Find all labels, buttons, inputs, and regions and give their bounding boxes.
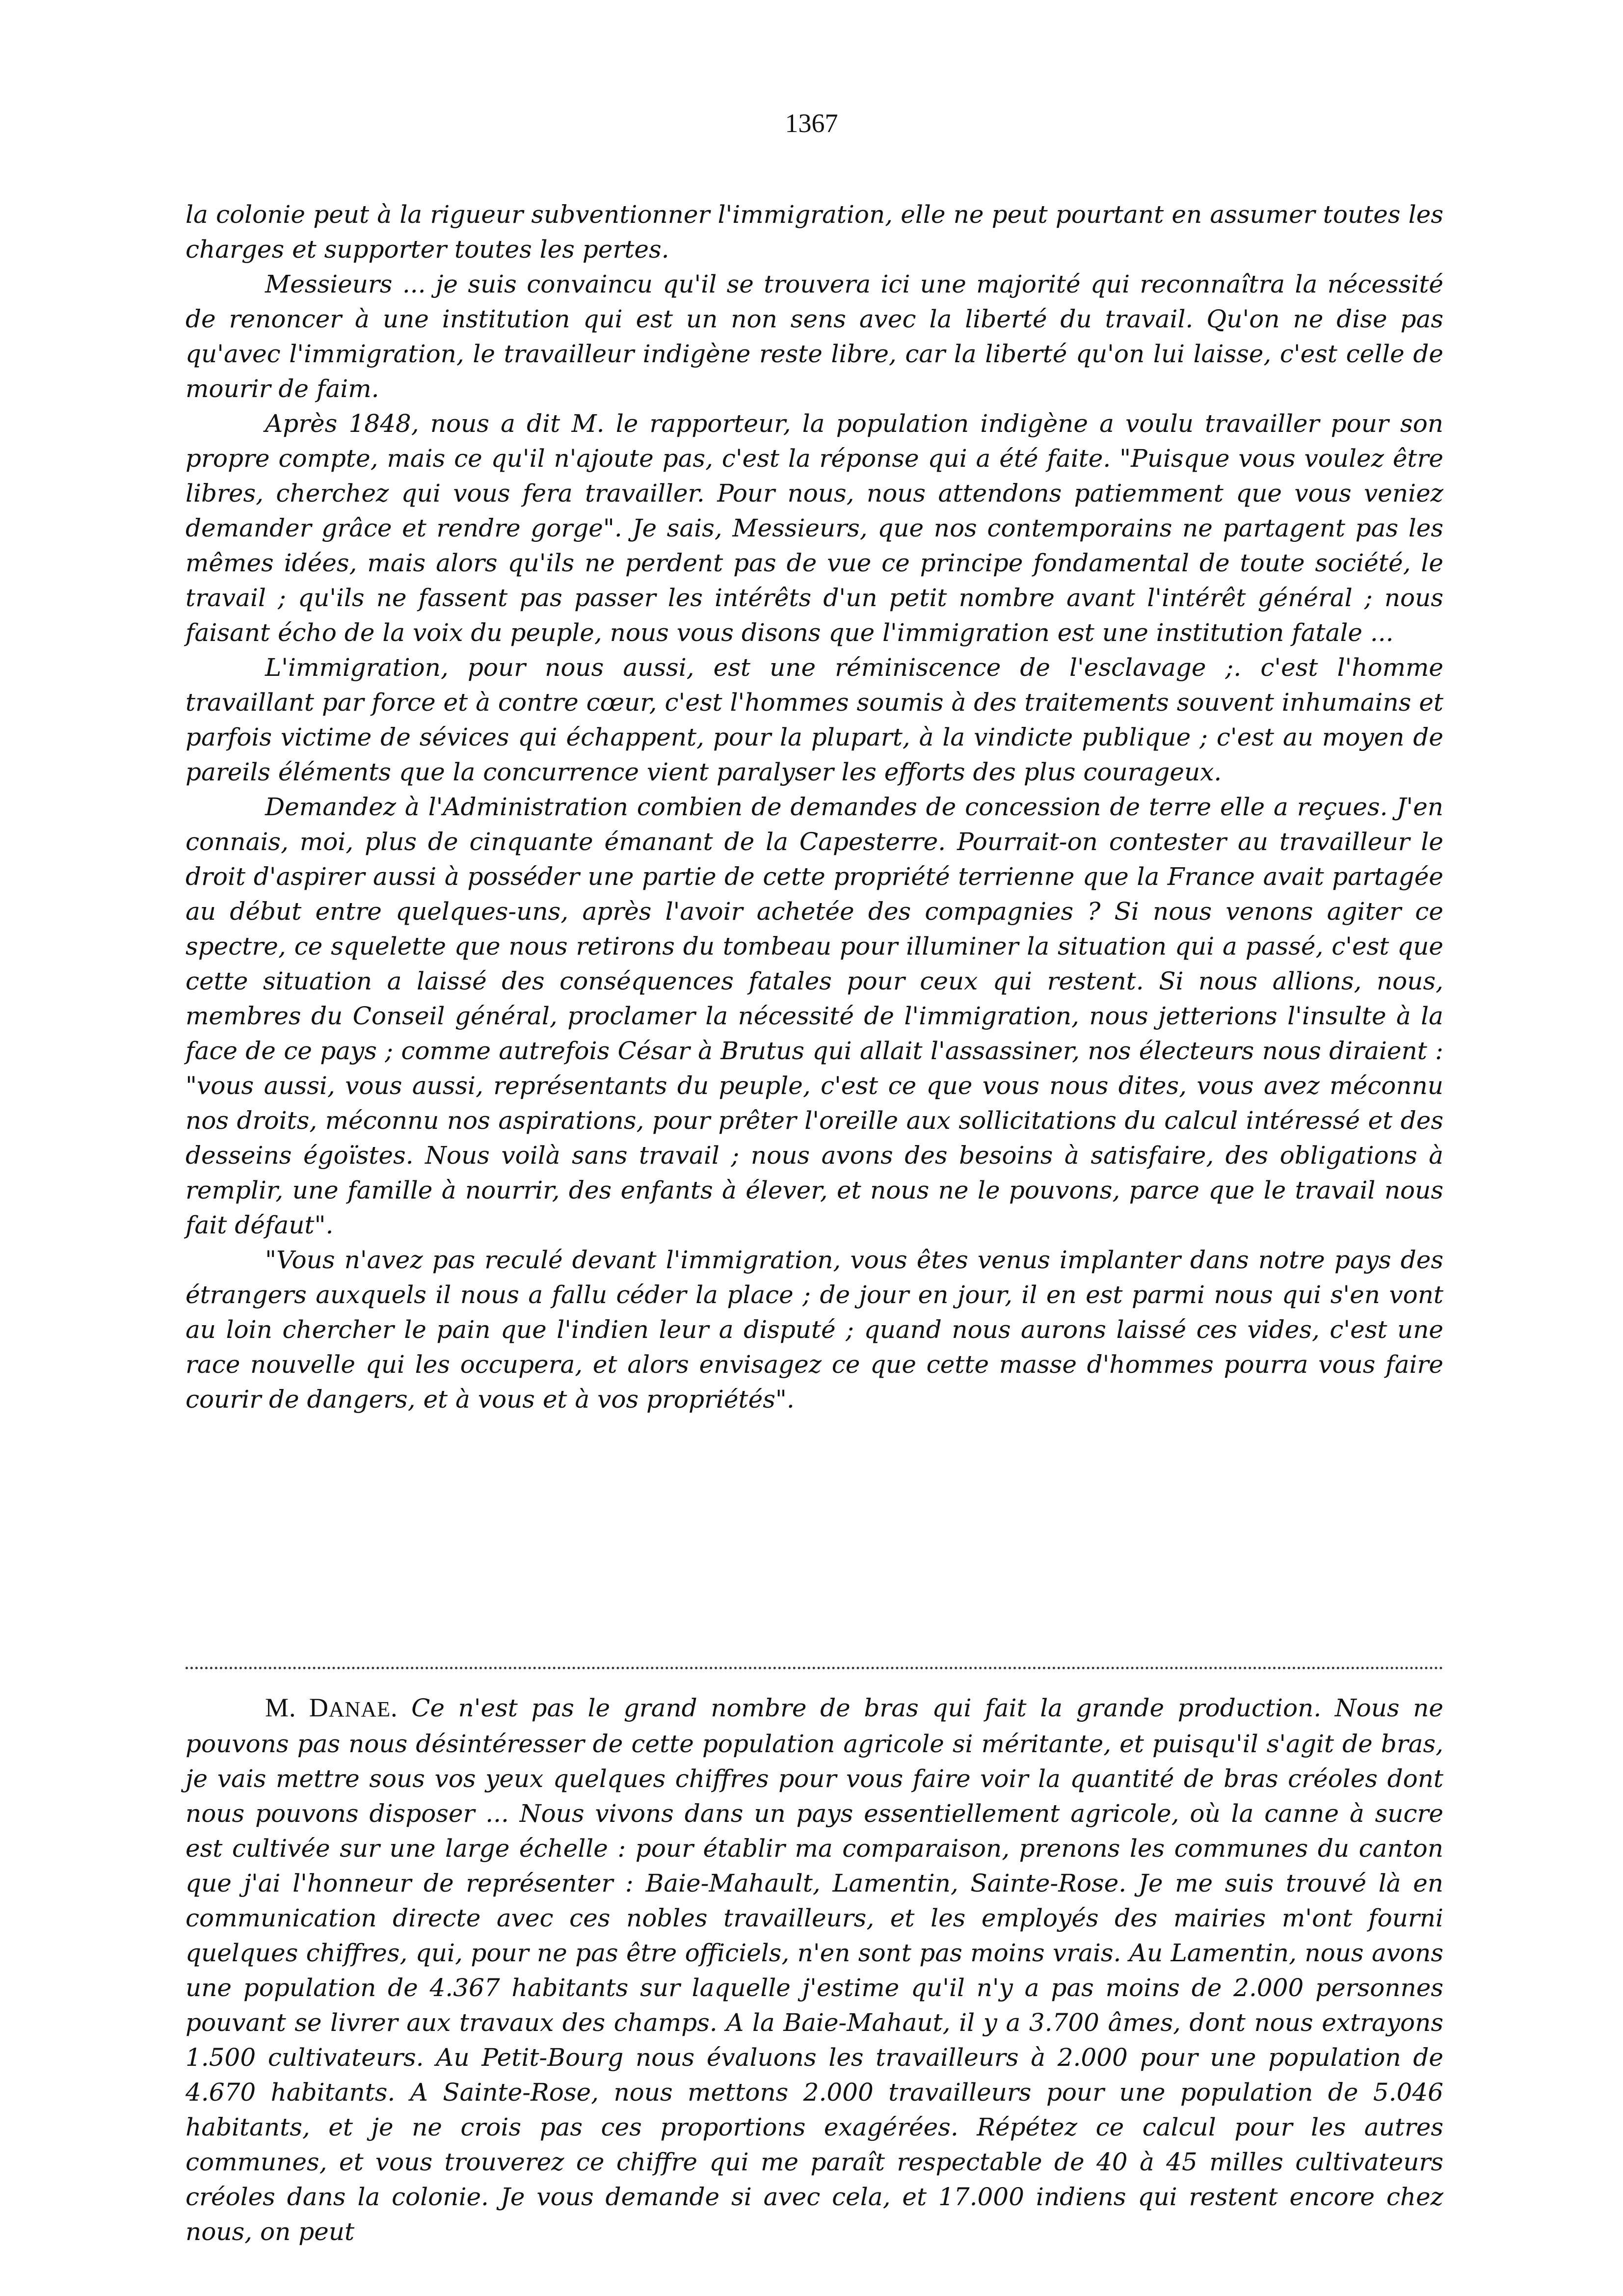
paragraph: L'immigration, pour nous aussi, est une réminiscence de l'esclavage ;. c'est l'homme travaillant par force et à contre cœur, c'est l'hommes soumis à des traitements souvent inhumains et parfois victime de sévices qui échappent, pour la plupart, à la vindicte publique ; c'est au moyen de pareils éléments que la concurrence vient paralyser les efforts des plus courageux. xyxy=(186,653,1443,786)
paragraph: "Vous n'avez pas reculé devant l'immigration, vous êtes venus implanter dans notre pays des étrangers auxquels il nous a fallu céder la place ; de jour en jour, il en est parmi nous qui s'en vont au loin chercher le pain que l'indien leur a disputé ; quand nous aurons laissé ces vides, c'est une race nouvelle qui les occupera, et alors envisagez ce que cette masse d'hommes pourra vous faire courir de dangers, et à vous et à vos propriétés". xyxy=(186,1246,1443,1414)
paragraph-continuation: la colonie peut à la rigueur subventionner l'immigration, elle ne peut pourtant en assumer toutes les charges et supporter toutes les pertes. xyxy=(186,200,1443,264)
speaker-name: M. DANAE. xyxy=(265,1693,398,1722)
dotted-separator xyxy=(186,1667,1443,1669)
paragraph: Demandez à l'Administration combien de demandes de concession de terre elle a reçues. J'en connais, moi, plus de cinquante émanant de la Capesterre. Pourrait-on contester au travailleur le droit d'aspirer aussi à posséder une partie de cette propriété terrienne que la France avait partagée au début entre quelques-uns, après l'avoir achetée des compagnies ? Si nous venons agiter ce spectre, ce squelette que nous retirons du tombeau pour illuminer la situation qui a passé, c'est que cette situation a laissé des conséquences fatales pour ceux qui restent. Si nous allions, nous, membres du Conseil général, proclamer la nécessité de l'immigration, nous jetterions l'insulte à la face de ce pays ; comme autrefois César à Brutus qui allait l'assassiner, nos électeurs nous diraient : "vous aussi, vous aussi, représentants du peuple, c'est ce que vous nous dites, vous avez méconnu nos droits, méconnu nos aspirations, pour prêter l'oreille aux sollicitations du calcul intéressé et des desseins égoïstes. Nous voilà sans travail ; nous avons des besoins à satisfaire, des obligations à remplir, une famille à nourrir, des enfants à élever, et nous ne le pouvons, parce que le travail nous fait défaut". xyxy=(186,793,1443,1239)
debate-section-immigration xyxy=(186,197,1443,1417)
page-number: 1367 xyxy=(785,108,838,138)
paragraph-speaker-danae xyxy=(186,1690,1443,2249)
debate-section-danae xyxy=(186,1690,1443,2249)
paragraph: Après 1848, nous a dit M. le rapporteur, la population indigène a voulu travailler pour son propre compte, mais ce qu'il n'ajoute pas, c'est la réponse qui a été faite. "Puisque vous voulez être libres, cherchez qui vous fera travailler. Pour nous, nous attendons patiemment que vous veniez demander grâce et rendre gorge". Je sais, Messieurs, que nos contemporains ne partagent pas les mêmes idées, mais alors qu'ils ne perdent pas de vue ce principe fondamental de toute société, le travail ; qu'ils ne fassent pas passer les intérêts d'un petit nombre avant l'intérêt général ; nous faisant écho de la voix du peuple, nous vous disons que l'immigration est une institution fatale ... xyxy=(186,409,1443,647)
paragraph: Messieurs ... je suis convaincu qu'il se trouvera ici une majorité qui reconnaîtra la nécessité de renoncer à une institution qui est un non sens avec la liberté du travail. Qu'on ne dise pas qu'avec l'immigration, le travailleur indigène reste libre, car la liberté qu'on lui laisse, c'est celle de mourir de faim. xyxy=(186,270,1443,403)
speech-text: Ce n'est pas le grand nombre de bras qui fait la grande production. Nous ne pouvons pas nous désintéresser de cette population agricole si méritante, et puisqu'il s'agit de bras, je vais mettre sous vos yeux quelques chiffres pour vous faire voir la quantité de bras créoles dont nous pouvons disposer ... Nous vivons dans un pays essentiellement agricole, où la canne à sucre est cultivée sur une large échelle : pour établir ma comparaison, prenons les communes du canton que j'ai l'honneur de représenter : Baie-Mahault, Lamentin, Sainte-Rose. Je me suis trouvé là en communication directe avec ces nobles travailleurs, et les employés des mairies m'ont fourni quelques chiffres, qui, pour ne pas être officiels, n'en sont pas moins vrais. Au Lamentin, nous avons une population de 4.367 habitants sur laquelle j'estime qu'il n'y a pas moins de 2.000 personnes pouvant se livrer aux travaux des champs. A la Baie-Mahaut, il y a 3.700 âmes, dont nous extrayons 1.500 cultivateurs. Au Petit-Bourg nous évaluons les travailleurs à 2.000 pour une population de 4.670 habitants. A Sainte-Rose, nous mettons 2.000 travailleurs pour une population de 5.046 habitants, et je ne crois pas ces proportions exagérées. Répétez ce calcul pour les autres communes, et vous trouverez ce chiffre qui me paraît respectable de 40 à 45 milles cultivateurs créoles dans la colonie. Je vous demande si avec cela, et 17.000 indiens qui restent encore chez nous, on peut xyxy=(186,1694,1444,2246)
